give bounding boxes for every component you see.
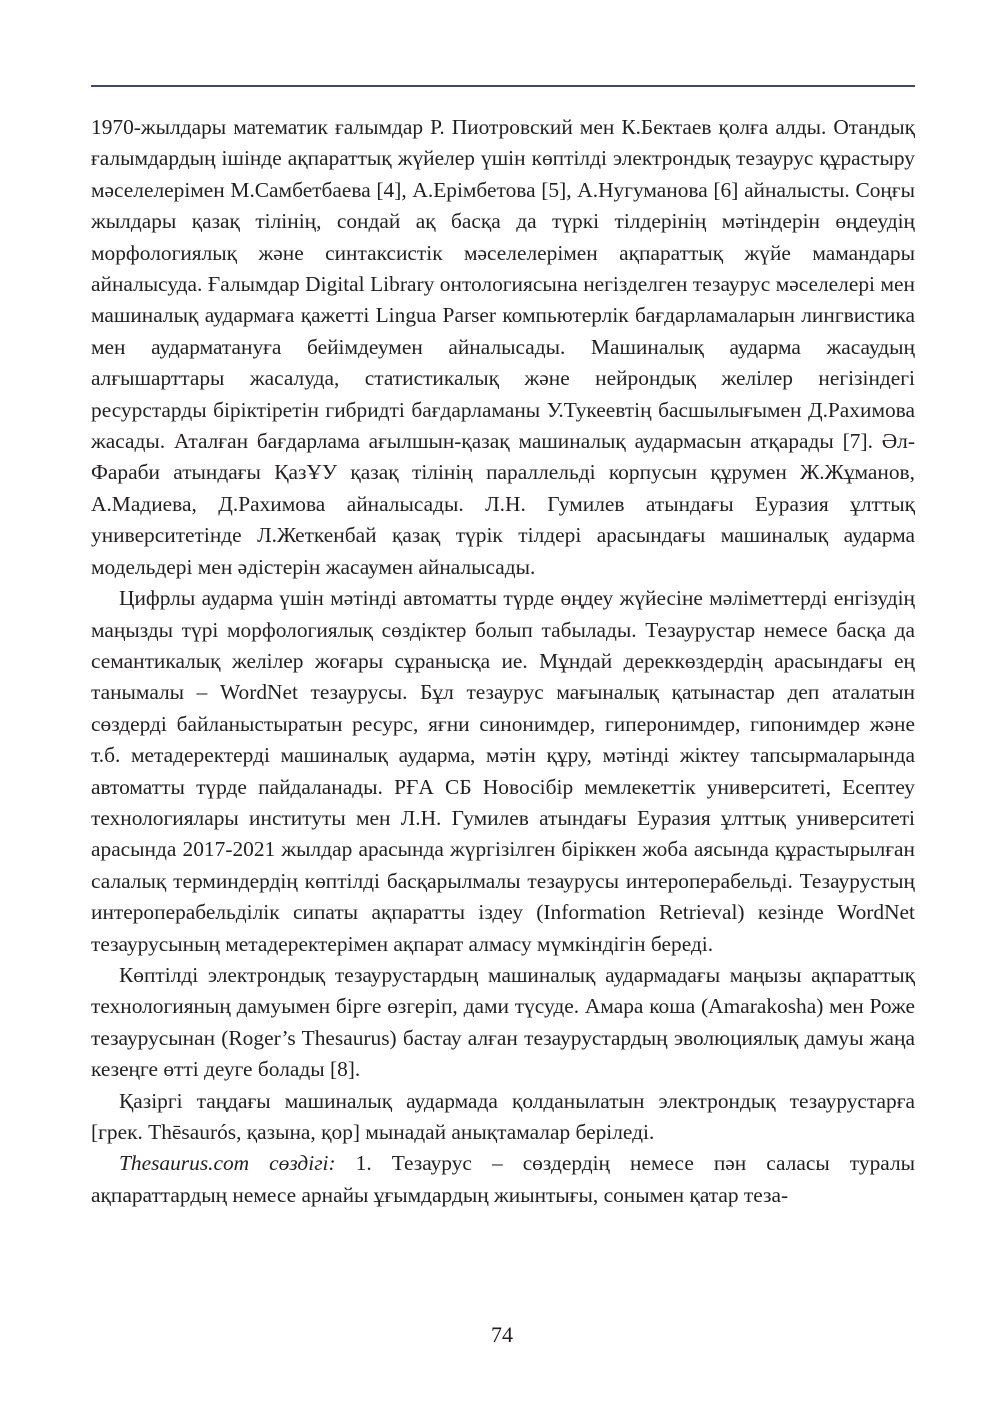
paragraph-2: Цифрлы аударма үшін мәтінді автоматты түрде өңдеу жүйесіне мәліметтерді енгізудің маңызды түрі морфологиялық сөздіктер болып табылады. Тезаурустар немесе басқа да семантикалық желілер жоғары сұранысқа ие. Мұндай дереккөздердің арасындағы ең танымалы – WordNet тезаурусы. Бұл тезаурус мағыналық қатынастар деп аталатын сөздерді байланыстыратын ресурс, яғни синонимдер, гиперонимдер, гипонимдер және т.б. метадеректерді машиналық аударма, мәтін құру, мәтінді жіктеу тапсырмаларында автоматты түрде пайдаланады. РҒА СБ Новосібір мемлекеттік университеті, Есептеу технологиялары институты мен Л.Н. Гумилев атындағы Еуразия ұлттық университеті арасында 2017-2021 жылдар арасында жүргізілген біріккен жоба аясында құрастырылған салалық терминдердің көптілді басқарылмалы тезаурусы интероперабельді. Тезаурустың интероперабельділік сипаты ақпаратты іздеу (Information Retrieval) кезінде WordNet тезаурусының метадеректерімен ақпарат алмасу мүмкіндігін береді. xyxy=(91,586,915,956)
header-rule xyxy=(91,85,915,87)
paragraph-5-text: 1. Тезаурус – сөздердің немесе пән саласы туралы ақпараттардың немесе арнайы ұғымдардың жиынтығы, сонымен қатар теза- xyxy=(91,1151,915,1207)
paragraph-1: 1970-жылдары математик ғалымдар Р. Пиотровский мен К.Бектаев қолға алды. Отандық ғалымдардың ішінде ақпараттық жүйелер үшін көптілді электрондық тезаурус құрастыру мәселелерімен М.Самбетбаева [4], А.Ерімбетова [5], А.Нугуманова [6] айналысты. Соңғы жылдары қазақ тілінің, сондай ақ басқа да түркі тілдерінің мәтіндерін өңдеудің морфологиялық және синтаксистік мәселелерімен ақпараттық жүйе мамандары айналысуда. Ғалымдар Digital Library онтологиясына негізделген тезаурус мәселелері мен машиналық аудармаға қажетті Lingua Parser компьютерлік бағдарламаларын лингвистика мен аударматануға бейімдеумен айналысады. Машиналық аударма жасаудың алғышарттары жасалуда, статистикалық және нейрондық желілер негізіндегі ресурстарды біріктіретін гибридті бағдарламаны У.Тукеевтің басшылығымен Д.Рахимова жасады. Аталған бағдарлама ағылшын-қазақ машиналық аудармасын атқарады [7]. Әл-Фараби атындағы ҚазҰУ қазақ тілінің параллельді корпусын құрумен Ж.Жұманов, А.Мадиева, Д.Рахимова айналысады. Л.Н. Гумилев атындағы Еуразия ұлттық университетінде Л.Жеткенбай қазақ түрік тілдері арасындағы машиналық аударма модельдері мен әдістерін жасаумен айналысады. xyxy=(91,115,915,579)
paragraph-4: Қазіргі таңдағы машиналық аудармада қолданылатын электрондық тезаурустарға [грек. Thēsaurós, қазына, қор] мынадай анықтамалар беріледі. xyxy=(91,1088,915,1144)
page-number: 74 xyxy=(491,1322,513,1347)
paragraph-3: Көптілді электрондық тезаурустардың машиналық аудармадағы маңызы ақпараттық технологияның дамуымен бірге өзгеріп, дами түсуде. Амара коша (Amarakosha) мен Роже тезаурусынан (Roger’s Thesaurus) бастау алған тезаурустардың эволюциялық дамуы жаңа кезеңге өтті деуге болады [8]. xyxy=(91,962,915,1082)
paragraph-5 xyxy=(91,1148,915,1211)
thesaurus-com-lead: Thesaurus.com сөздігі: xyxy=(119,1151,336,1176)
body-text xyxy=(91,112,915,1211)
